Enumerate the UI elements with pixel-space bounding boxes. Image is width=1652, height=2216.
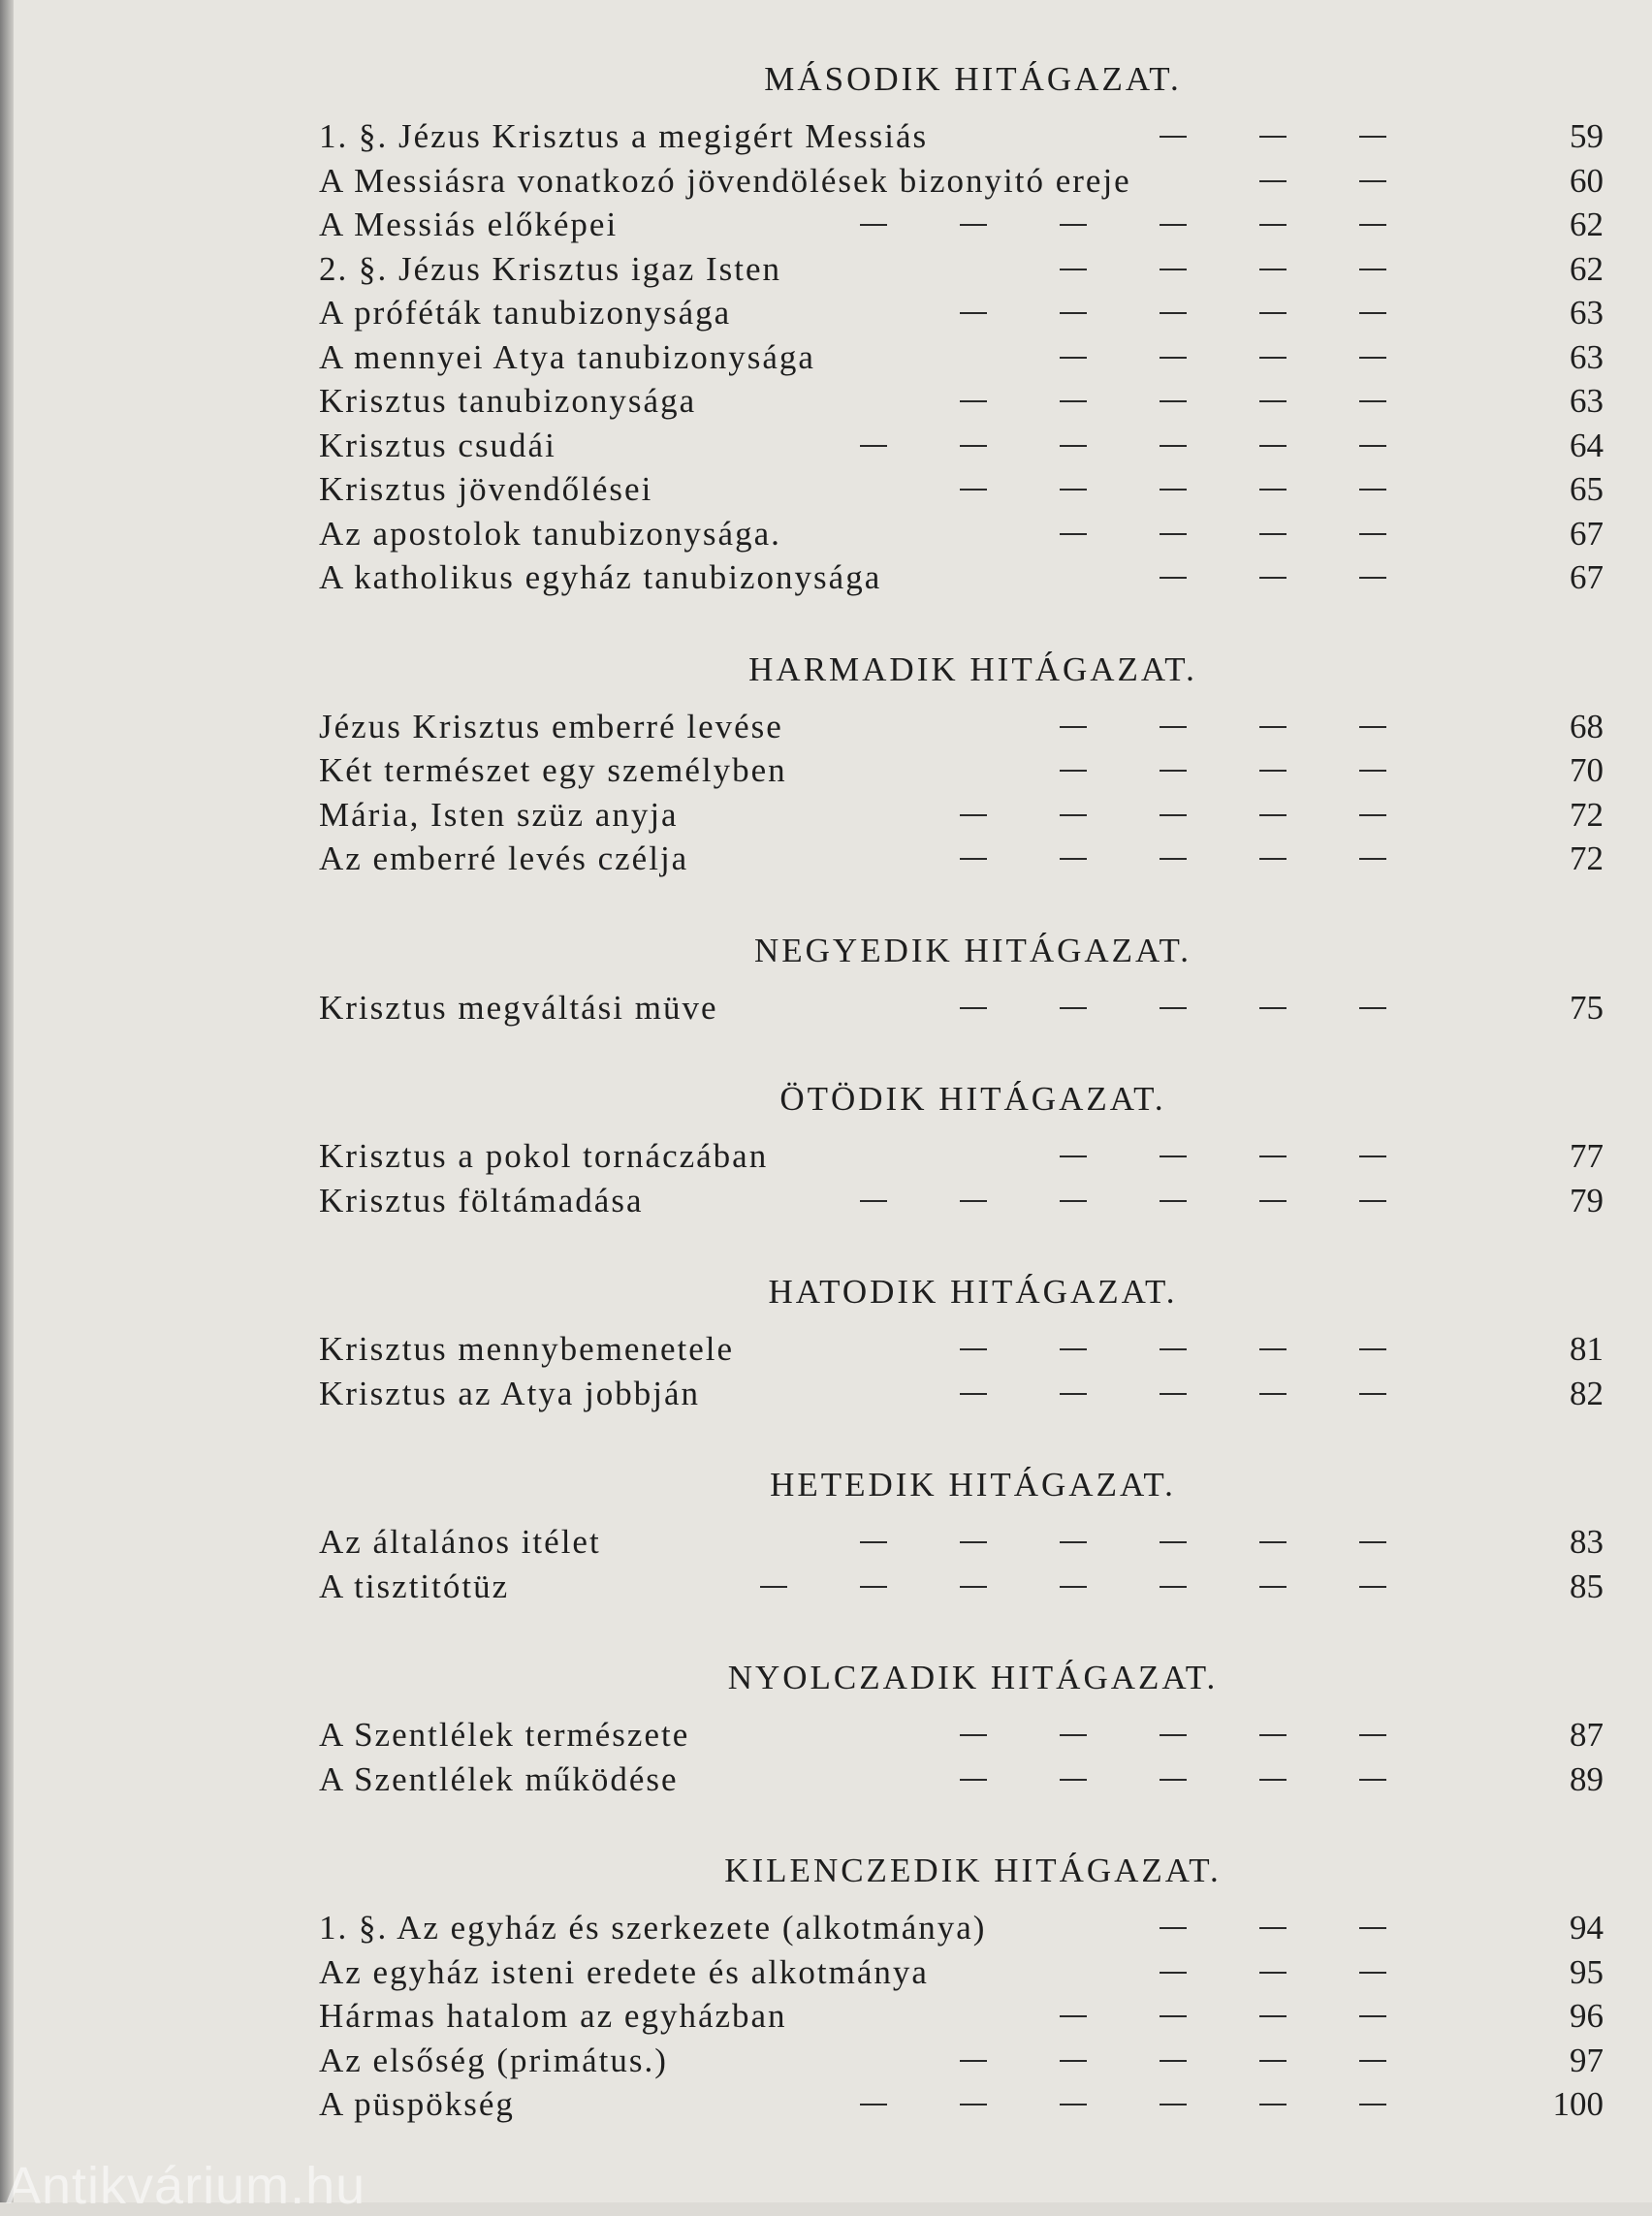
leader-dash xyxy=(1160,445,1187,447)
toc-entry xyxy=(319,1994,1604,2039)
page-number: 59 xyxy=(1570,117,1604,155)
leader-dash xyxy=(860,1541,887,1543)
leader-dash xyxy=(1359,136,1386,138)
leader-dash xyxy=(1060,1734,1087,1736)
toc-entry xyxy=(319,291,1604,335)
leader-dash xyxy=(960,2060,987,2062)
page-number: 94 xyxy=(1570,1909,1604,1947)
toc-entry xyxy=(319,2039,1604,2083)
leader-dash xyxy=(1060,1155,1087,1157)
page-number: 100 xyxy=(1552,2085,1604,2123)
page-number: 65 xyxy=(1570,470,1604,508)
leader-dash xyxy=(960,1348,987,1350)
leader-dash xyxy=(1060,2060,1087,2062)
leader-dash xyxy=(860,445,887,447)
toc-entry xyxy=(319,1179,1604,1223)
leader-dash xyxy=(1160,1927,1187,1929)
leader-dash xyxy=(960,445,987,447)
leader-dash xyxy=(1060,726,1087,728)
entry-title: Krisztus jövendőlései xyxy=(319,470,653,508)
leader-dash xyxy=(760,1586,787,1588)
toc-entry xyxy=(319,1565,1604,1609)
leader-dash xyxy=(1359,533,1386,535)
page-number: 85 xyxy=(1570,1567,1604,1605)
toc-section xyxy=(319,1466,1604,1608)
section-title: HETEDIK HITÁGAZAT. xyxy=(770,1466,1176,1504)
toc-entry xyxy=(319,748,1604,793)
page-number: 89 xyxy=(1570,1759,1604,1798)
leader-dash xyxy=(1259,2104,1287,2105)
leader-dash xyxy=(1160,400,1187,402)
toc-entry xyxy=(319,1906,1604,1950)
toc-entry xyxy=(319,837,1604,881)
page-number: 64 xyxy=(1570,426,1604,464)
leader-dash xyxy=(1259,1200,1287,1202)
entry-title: A Szentlélek természete xyxy=(319,1716,690,1754)
leader-dash xyxy=(1060,2104,1087,2105)
toc-entry xyxy=(319,424,1604,468)
entry-title: Az egyház isteni eredete és alkotmánya xyxy=(319,1952,929,1991)
book-page xyxy=(14,0,1652,2202)
leader-dash xyxy=(1359,180,1386,182)
leader-dash xyxy=(1359,2060,1386,2062)
entry-title: Mária, Isten szüz anyja xyxy=(319,795,679,834)
page-number: 95 xyxy=(1570,1952,1604,1991)
leader-dash xyxy=(1160,224,1187,226)
leader-dash xyxy=(1259,1779,1287,1781)
toc-entry xyxy=(319,1757,1604,1802)
entry-title: A tisztitótüz xyxy=(319,1567,510,1605)
leader-dash xyxy=(1359,445,1386,447)
leader-dash xyxy=(960,1779,987,1781)
entry-title: A Messiás előképei xyxy=(319,206,619,243)
entry-title: A püspökség xyxy=(319,2085,515,2123)
leader-dash xyxy=(1160,577,1187,579)
page-number: 82 xyxy=(1570,1374,1604,1412)
watermark: Antikvárium.hu xyxy=(6,2157,366,2215)
toc-section xyxy=(319,60,1604,600)
leader-dash xyxy=(1160,770,1187,772)
page-number: 63 xyxy=(1570,382,1604,420)
entry-title: Az általános itélet xyxy=(319,1523,601,1561)
entry-title: Két természet egy személyben xyxy=(319,751,787,789)
section-title: HATODIK HITÁGAZAT. xyxy=(768,1273,1178,1311)
leader-dash xyxy=(1060,312,1087,314)
toc-entry xyxy=(319,1372,1604,1416)
entry-title: A mennyei Atya tanubizonysága xyxy=(319,337,815,376)
leader-dash xyxy=(860,1586,887,1588)
leader-dash xyxy=(1259,2060,1287,2062)
leader-dash xyxy=(1359,400,1386,402)
toc-entry xyxy=(319,114,1604,159)
leader-dash xyxy=(1060,400,1087,402)
leader-dash xyxy=(1060,814,1087,816)
leader-dash xyxy=(1259,1586,1287,1588)
page-number: 68 xyxy=(1570,707,1604,745)
leader-dash xyxy=(960,489,987,491)
leader-dash xyxy=(1359,1393,1386,1395)
leader-dash xyxy=(860,2104,887,2105)
table-of-contents xyxy=(319,60,1604,2177)
leader-dash xyxy=(960,2104,987,2105)
leader-dash xyxy=(1160,2060,1187,2062)
leader-dash xyxy=(960,1586,987,1588)
leader-dash xyxy=(1160,136,1187,138)
page-number: 81 xyxy=(1570,1330,1604,1368)
toc-entry xyxy=(319,1134,1604,1179)
leader-dash xyxy=(1259,814,1287,816)
leader-dash xyxy=(1359,2015,1386,2017)
toc-section xyxy=(319,1080,1604,1222)
entry-title: Hármas hatalom az egyházban xyxy=(319,1997,787,2035)
leader-dash xyxy=(1160,1541,1187,1543)
entry-title: A Szentlélek működése xyxy=(319,1759,679,1798)
page-number: 96 xyxy=(1570,1997,1604,2035)
leader-dash xyxy=(1259,577,1287,579)
leader-dash xyxy=(1060,1348,1087,1350)
page-number: 72 xyxy=(1570,795,1604,834)
leader-dash xyxy=(1060,445,1087,447)
leader-dash xyxy=(1359,577,1386,579)
leader-dash xyxy=(1160,269,1187,270)
leader-dash xyxy=(960,1393,987,1395)
leader-dash xyxy=(1259,136,1287,138)
leader-dash xyxy=(1359,1541,1386,1543)
leader-dash xyxy=(1160,312,1187,314)
leader-dash xyxy=(1060,489,1087,491)
entry-title: Krisztus megváltási müve xyxy=(319,988,718,1027)
leader-dash xyxy=(1160,2104,1187,2105)
toc-entry xyxy=(319,467,1604,512)
leader-dash xyxy=(1060,770,1087,772)
entry-title: 1. §. Az egyház és szerkezete (alkotmánya) xyxy=(319,1909,987,1947)
leader-dash xyxy=(1259,489,1287,491)
leader-dash xyxy=(1359,1972,1386,1974)
section-title: NYOLCZADIK HITÁGAZAT. xyxy=(727,1659,1219,1696)
leader-dash xyxy=(1060,1393,1087,1395)
leader-dash xyxy=(1359,1586,1386,1588)
leader-dash xyxy=(1060,858,1087,860)
page-number: 63 xyxy=(1570,294,1604,332)
leader-dash xyxy=(1160,2015,1187,2017)
leader-dash xyxy=(1259,2015,1287,2017)
page-number: 67 xyxy=(1570,514,1604,553)
leader-dash xyxy=(1060,1007,1087,1009)
leader-dash xyxy=(1160,814,1187,816)
leader-dash xyxy=(1359,858,1386,860)
toc-entry xyxy=(319,1520,1604,1565)
leader-dash xyxy=(1359,1927,1386,1929)
section-title: HARMADIK HITÁGAZAT. xyxy=(748,649,1197,688)
leader-dash xyxy=(1259,1541,1287,1543)
leader-dash xyxy=(1160,1348,1187,1350)
leader-dash xyxy=(1160,533,1187,535)
leader-dash xyxy=(1359,2104,1386,2105)
leader-dash xyxy=(1359,1734,1386,1736)
leader-dash xyxy=(1060,1200,1087,1202)
section-title: NEGYEDIK HITÁGAZAT. xyxy=(754,931,1191,969)
leader-dash xyxy=(1259,1007,1287,1009)
toc-entry xyxy=(319,705,1604,749)
leader-dash xyxy=(1160,726,1187,728)
leader-dash xyxy=(1359,1200,1386,1202)
entry-title: 1. §. Jézus Krisztus a megigért Messiás xyxy=(319,117,929,155)
leader-dash xyxy=(1060,1586,1087,1588)
leader-dash xyxy=(1359,1007,1386,1009)
leader-dash xyxy=(1359,224,1386,226)
entry-title: Krisztus föltámadása xyxy=(319,1181,644,1219)
leader-dash xyxy=(1259,726,1287,728)
leader-dash xyxy=(860,224,887,226)
entry-title: Krisztus az Atya jobbján xyxy=(319,1374,701,1412)
toc-entry xyxy=(319,986,1604,1030)
entry-title: Krisztus a pokol tornáczában xyxy=(319,1137,769,1175)
leader-dash xyxy=(1060,1541,1087,1543)
toc-entry xyxy=(319,159,1604,204)
leader-dash xyxy=(1160,357,1187,359)
entry-title: Az emberré levés czélja xyxy=(319,839,689,877)
leader-dash xyxy=(1160,1586,1187,1588)
leader-dash xyxy=(1259,180,1287,182)
leader-dash xyxy=(1160,489,1187,491)
leader-dash xyxy=(1060,533,1087,535)
leader-dash xyxy=(1359,770,1386,772)
toc-entry xyxy=(319,793,1604,838)
leader-dash xyxy=(960,1734,987,1736)
leader-dash xyxy=(1259,533,1287,535)
leader-dash xyxy=(1259,224,1287,226)
leader-dash xyxy=(960,1541,987,1543)
toc-entry xyxy=(319,1950,1604,1995)
page-number: 67 xyxy=(1570,558,1604,596)
page-number: 97 xyxy=(1570,2041,1604,2079)
leader-dash xyxy=(1359,1779,1386,1781)
entry-title: Krisztus mennybemenetele xyxy=(319,1330,735,1368)
leader-dash xyxy=(1259,1927,1287,1929)
toc-entry xyxy=(319,379,1604,424)
leader-dash xyxy=(1259,770,1287,772)
leader-dash xyxy=(1359,312,1386,314)
leader-dash xyxy=(1359,1348,1386,1350)
page-number: 79 xyxy=(1570,1181,1604,1219)
leader-dash xyxy=(1160,1393,1187,1395)
leader-dash xyxy=(1060,357,1087,359)
entry-title: Az apostolok tanubizonysága. xyxy=(319,514,781,553)
page-number: 75 xyxy=(1570,988,1604,1027)
leader-dash xyxy=(860,1200,887,1202)
leader-dash xyxy=(1160,1734,1187,1736)
page-number: 63 xyxy=(1570,337,1604,376)
leader-dash xyxy=(1160,1155,1187,1157)
page-number: 60 xyxy=(1570,161,1604,200)
leader-dash xyxy=(1160,1200,1187,1202)
page-number: 72 xyxy=(1570,839,1604,877)
leader-dash xyxy=(1359,1155,1386,1157)
toc-entry xyxy=(319,1713,1604,1757)
section-title: MÁSODIK HITÁGAZAT. xyxy=(764,60,1182,98)
leader-dash xyxy=(1259,269,1287,270)
leader-dash xyxy=(1359,357,1386,359)
leader-dash xyxy=(1259,357,1287,359)
page-number: 77 xyxy=(1570,1137,1604,1175)
entry-title: A próféták tanubizonysága xyxy=(319,294,732,332)
leader-dash xyxy=(1259,1972,1287,1974)
leader-dash xyxy=(1259,312,1287,314)
leader-dash xyxy=(1060,1779,1087,1781)
leader-dash xyxy=(1160,1779,1187,1781)
toc-section xyxy=(319,1659,1604,1801)
entry-title: A katholikus egyház tanubizonysága xyxy=(319,558,882,596)
toc-section xyxy=(319,932,1604,1030)
leader-dash xyxy=(1259,858,1287,860)
page-number: 83 xyxy=(1570,1523,1604,1561)
toc-entry xyxy=(319,512,1604,556)
leader-dash xyxy=(1359,726,1386,728)
toc-entry xyxy=(319,203,1604,247)
toc-entry xyxy=(319,2082,1604,2127)
entry-title: Krisztus csudái xyxy=(319,426,556,464)
page-number: 62 xyxy=(1570,249,1604,288)
leader-dash xyxy=(960,858,987,860)
leader-dash xyxy=(960,400,987,402)
leader-dash xyxy=(1160,1972,1187,1974)
entry-title: 2. §. Jézus Krisztus igaz Isten xyxy=(319,249,782,288)
toc-entry xyxy=(319,555,1604,600)
entry-title: Krisztus tanubizonysága xyxy=(319,382,697,420)
toc-section xyxy=(319,650,1604,881)
leader-dash xyxy=(1160,858,1187,860)
entry-title: Az elsőség (primátus.) xyxy=(319,2041,668,2079)
leader-dash xyxy=(1259,400,1287,402)
leader-dash xyxy=(1359,489,1386,491)
book-spine-edge xyxy=(0,0,14,2202)
leader-dash xyxy=(1259,1348,1287,1350)
leader-dash xyxy=(1259,1734,1287,1736)
leader-dash xyxy=(1060,2015,1087,2017)
page-number: 70 xyxy=(1570,751,1604,789)
leader-dash xyxy=(1359,269,1386,270)
section-title: ÖTÖDIK HITÁGAZAT. xyxy=(779,1080,1166,1118)
leader-dash xyxy=(1259,445,1287,447)
leader-dash xyxy=(1259,1393,1287,1395)
leader-dash xyxy=(960,1007,987,1009)
leader-dash xyxy=(960,312,987,314)
leader-dash xyxy=(960,814,987,816)
leader-dash xyxy=(1060,269,1087,270)
page-number: 62 xyxy=(1570,206,1604,243)
section-title: KILENCZEDIK HITÁGAZAT. xyxy=(724,1852,1222,1889)
toc-section xyxy=(319,1852,1604,2127)
toc-section xyxy=(319,1273,1604,1415)
entry-title: A Messiásra vonatkozó jövendölések bizonyitó ereje xyxy=(319,161,1131,200)
leader-dash xyxy=(1160,1007,1187,1009)
entry-title: Jézus Krisztus emberré levése xyxy=(319,707,783,745)
toc-entry xyxy=(319,335,1604,380)
toc-entry xyxy=(319,1327,1604,1372)
leader-dash xyxy=(1259,1155,1287,1157)
leader-dash xyxy=(960,224,987,226)
leader-dash xyxy=(1060,224,1087,226)
leader-dash xyxy=(960,1200,987,1202)
toc-entry xyxy=(319,247,1604,292)
leader-dash xyxy=(1359,814,1386,816)
page-number: 87 xyxy=(1570,1716,1604,1754)
